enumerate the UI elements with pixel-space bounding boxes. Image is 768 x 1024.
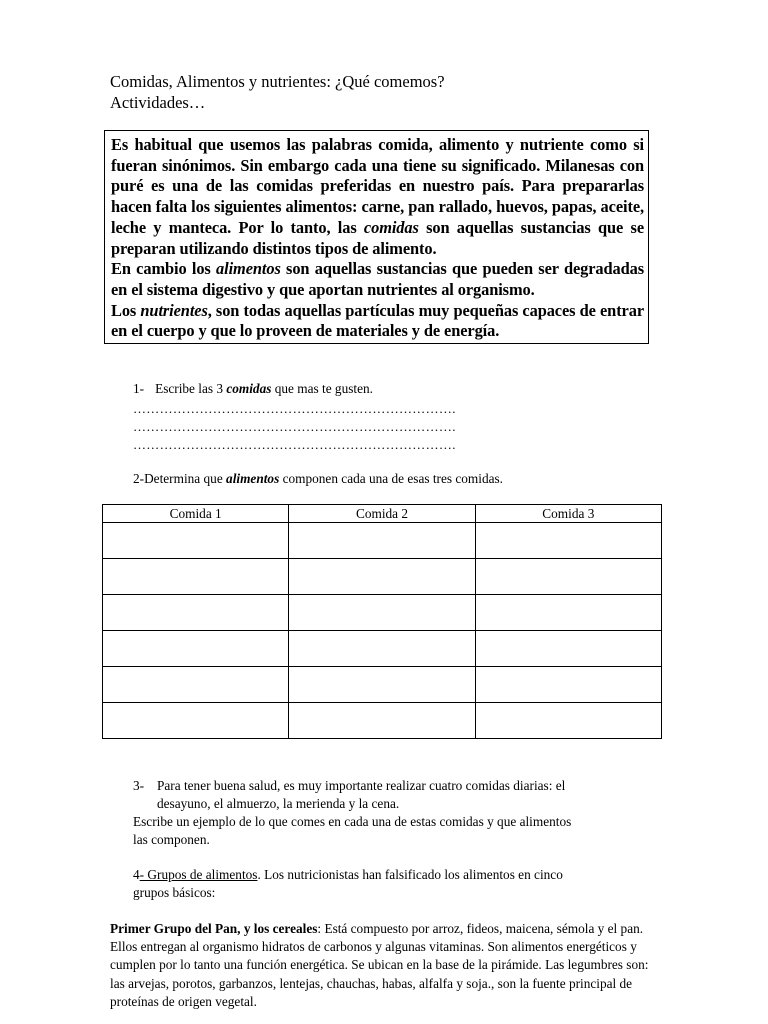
question-text: Escribe las 3: [155, 381, 227, 396]
term-alimentos: alimentos: [226, 471, 280, 486]
table-cell[interactable]: [289, 595, 475, 631]
table-cell[interactable]: [103, 595, 289, 631]
question-text: desayuno, el almuerzo, la merienda y la cena.: [157, 795, 400, 811]
question-3-text: [157, 777, 677, 812]
intro-paragraph-2: [111, 259, 644, 300]
groups-heading: - Grupos de alimentos: [139, 867, 258, 882]
table-cell[interactable]: [289, 631, 475, 667]
table-cell[interactable]: [289, 703, 475, 739]
table-row: [103, 559, 662, 595]
table-row: [103, 703, 662, 739]
group-1-heading: Primer Grupo del Pan, y los cereales: [110, 921, 318, 936]
table-cell[interactable]: [103, 667, 289, 703]
term-alimentos: alimentos: [216, 259, 281, 279]
subtitle-line: Actividades…: [110, 93, 206, 112]
table-header-row: [103, 505, 662, 523]
intro-text: son aquellas sustancias que se preparan utilizando distintos tipos de alimento.: [111, 217, 644, 258]
question-text: Escribe un ejemplo de lo que comes en cada una de estas comidas y que alimentos: [133, 814, 572, 829]
answer-line-1[interactable]: ……………………………………………………………….: [133, 401, 456, 416]
intro-text: En cambio los: [111, 259, 217, 279]
question-1: [133, 380, 373, 398]
table-cell[interactable]: [103, 631, 289, 667]
question-text: componen cada una de esas tres comidas.: [279, 471, 503, 486]
table-cell[interactable]: [475, 559, 661, 595]
question-3-instruction: [133, 813, 663, 848]
answer-line-2[interactable]: ……………………………………………………………….: [133, 419, 456, 434]
intro-box: [104, 130, 649, 344]
question-text: grupos básicos:: [133, 884, 216, 900]
table-cell[interactable]: [289, 523, 475, 559]
question-text: que mas te gusten.: [271, 381, 373, 396]
group-1-text: : Está compuesto por arroz, fideos, maicena, sémola y el pan. Ellos entregan al organismo hidratos de carbonos y algunas vitaminas. Son alimentos energéticos y cumplen por lo tanto una función energética. Se ubican en la base de la pirámide. Las legumbres son: las arvejas, porotos, garbanzos, lentejas, chauchas, habas, alfalfa y soja., son la fuente principal de proteínas de origen vegetal.: [110, 921, 649, 1009]
question-3-number: 3-: [133, 778, 145, 793]
table-row: [103, 667, 662, 703]
table-cell[interactable]: [289, 559, 475, 595]
document-title: [110, 71, 445, 113]
table-row: [103, 595, 662, 631]
column-header-comida-1: Comida 1: [103, 505, 289, 523]
question-number: 1-: [133, 381, 145, 396]
table-cell[interactable]: [475, 595, 661, 631]
foods-table: [102, 504, 662, 739]
table-cell[interactable]: [103, 559, 289, 595]
group-1-paragraph: [110, 920, 655, 1011]
table-cell[interactable]: [475, 523, 661, 559]
intro-text: , son todas aquellas partículas muy pequeñas capaces de entrar en el cuerpo y que lo proveen de materiales y de energía.: [111, 300, 644, 341]
table-cell[interactable]: [289, 667, 475, 703]
column-header-comida-3: Comida 3: [475, 505, 661, 523]
question-text: 2-Determina que: [133, 471, 227, 486]
intro-paragraph-1: [111, 135, 644, 259]
intro-text: Es habitual que usemos las palabras comida, alimento y nutriente como si fueran sinónimos. Sin embargo cada una tiene su significado. Milanesas con puré es una de las comidas preferidas en nuestro país. Para prepararlas hacen falta los siguientes alimentos: carne, pan rallado, huevos, papas, aceite, leche y manteca. Por lo tanto, las: [111, 135, 644, 237]
intro-text: son aquellas sustancias que pueden ser degradadas en el sistema digestivo y que aportan nutrientes al organismo.: [111, 259, 645, 299]
intro-text: Los: [111, 300, 141, 320]
term-comidas: comidas: [226, 381, 272, 396]
term-nutrientes: nutrientes: [140, 300, 208, 320]
table-row: [103, 523, 662, 559]
question-text: . Los nutricionistas han falsificado los alimentos en cinco: [257, 867, 563, 882]
question-text: Para tener buena salud, es muy importante realizar cuatro comidas diarias: el: [157, 778, 566, 793]
table-cell[interactable]: [103, 703, 289, 739]
term-comidas: comidas: [363, 217, 419, 237]
question-2: [133, 470, 503, 488]
table-cell[interactable]: [475, 667, 661, 703]
table-cell[interactable]: [475, 703, 661, 739]
table-row: [103, 631, 662, 667]
table-cell[interactable]: [103, 523, 289, 559]
question-number: 4: [133, 867, 140, 882]
column-header-comida-2: Comida 2: [289, 505, 475, 523]
question-text: las componen.: [133, 831, 210, 847]
title-line: Comidas, Alimentos y nutrientes: ¿Qué comemos?: [110, 72, 445, 91]
question-4: [133, 866, 663, 901]
table-cell[interactable]: [475, 631, 661, 667]
answer-line-3[interactable]: ……………………………………………………………….: [133, 437, 456, 452]
intro-paragraph-3: [111, 301, 644, 342]
